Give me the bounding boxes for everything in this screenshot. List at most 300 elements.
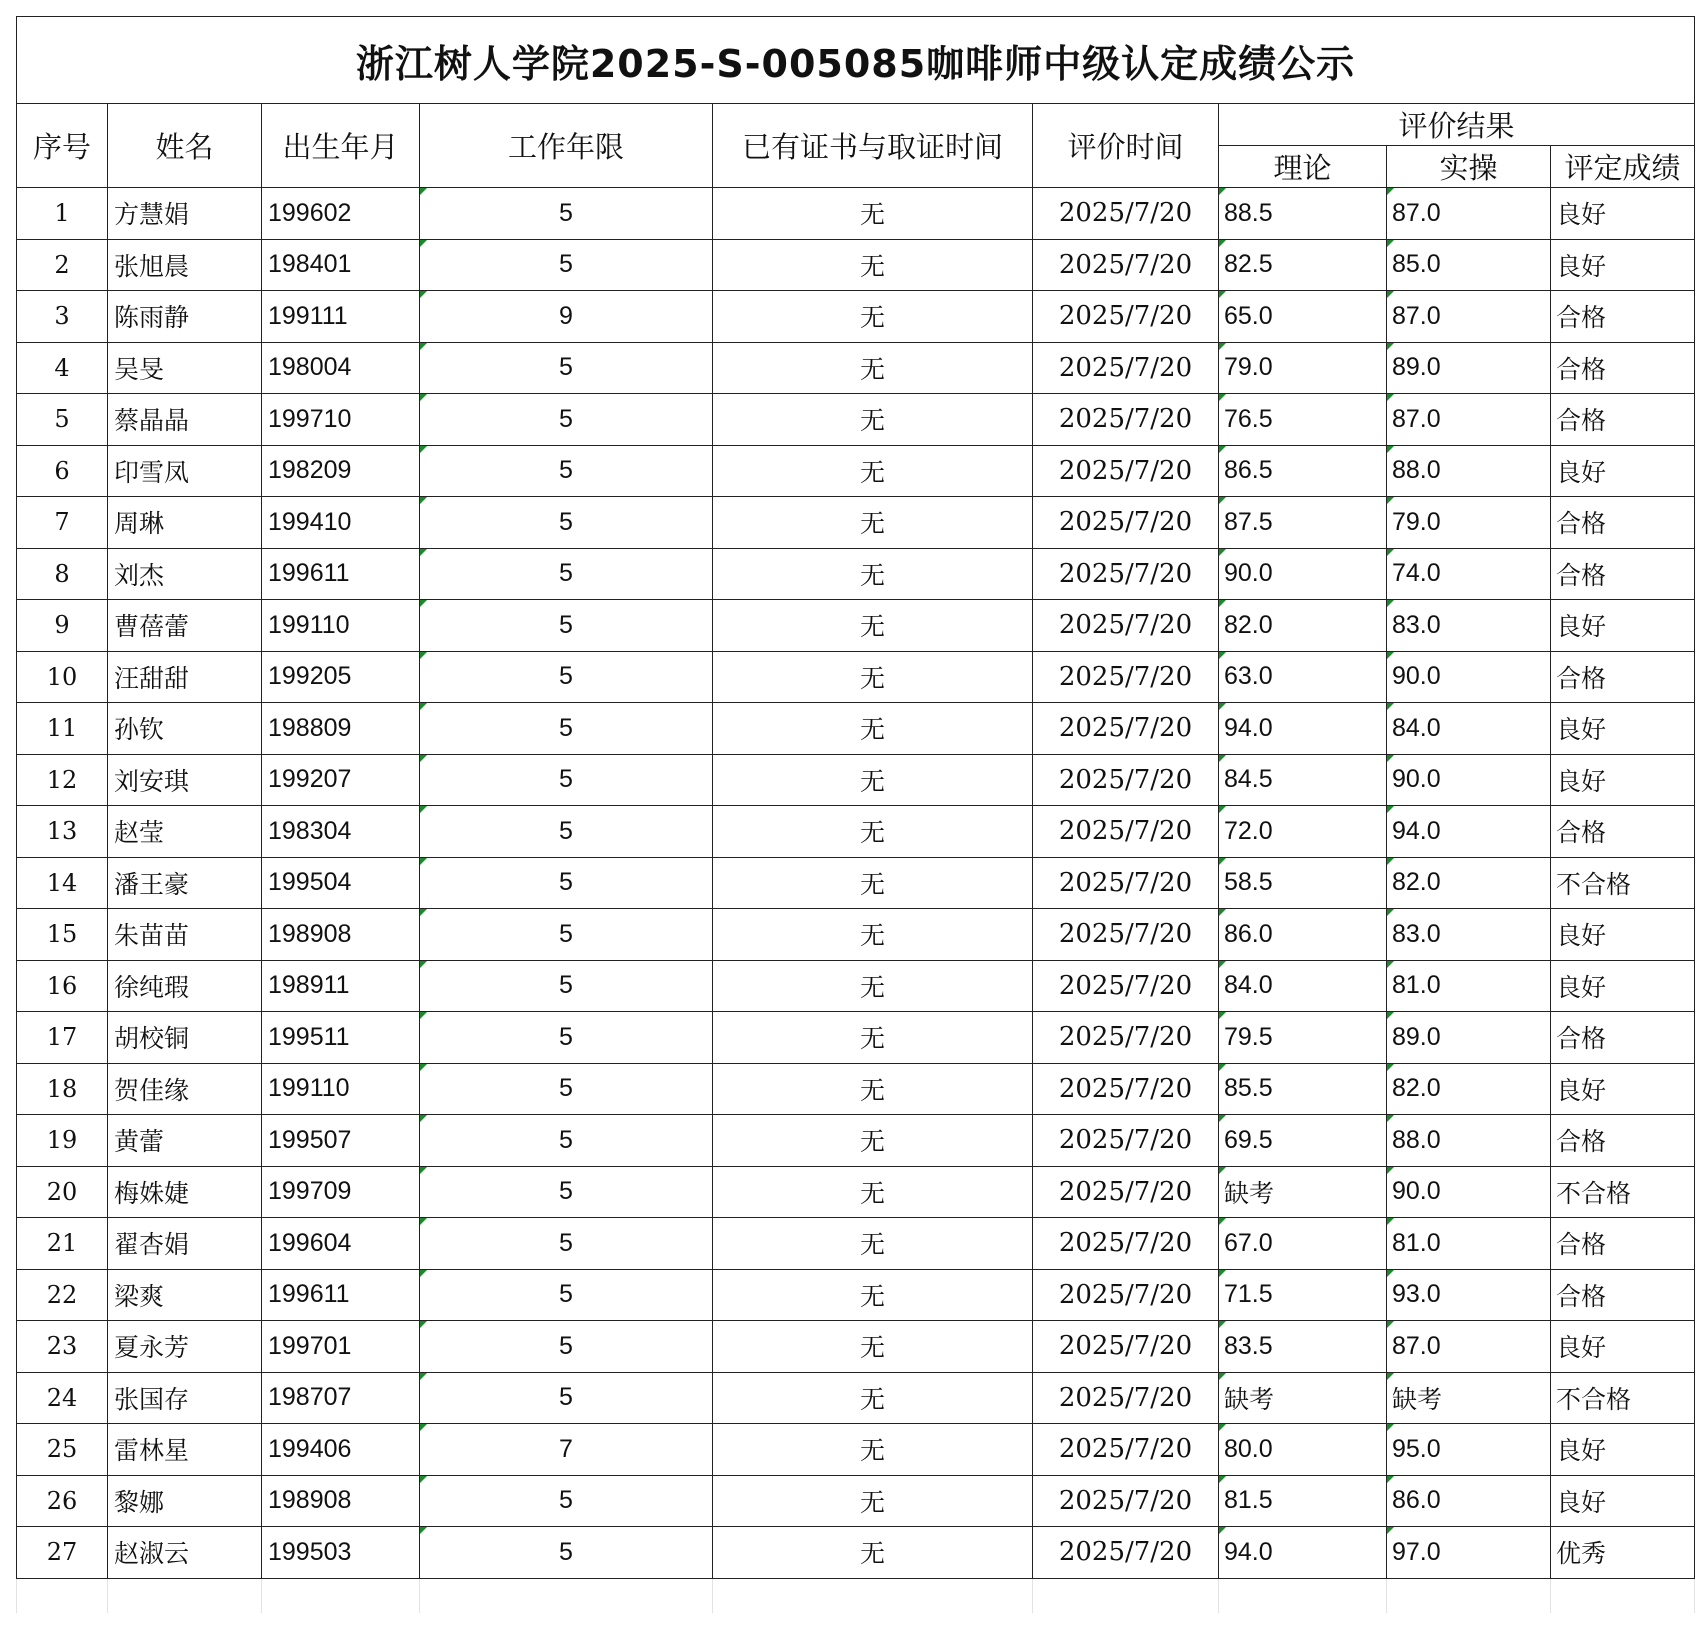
cell-years[interactable] [420,188,713,240]
empty-cell[interactable] [713,1578,1033,1613]
cell-theory[interactable] [1219,1269,1387,1321]
cell-grade[interactable] [1551,1063,1695,1115]
cell-index[interactable] [17,239,108,291]
cell-birth[interactable] [262,445,420,497]
cell-eval-date[interactable] [1033,1269,1219,1321]
cell-grade[interactable] [1551,1527,1695,1579]
cell-index[interactable] [17,1063,108,1115]
header-cert[interactable]: 已有证书与取证时间 [713,104,1033,188]
cell-grade[interactable] [1551,394,1695,446]
cell-index[interactable] [17,960,108,1012]
cell-eval-date[interactable] [1033,806,1219,858]
cell-birth[interactable] [262,1321,420,1373]
cell-birth[interactable] [262,1424,420,1476]
cell-practice-text: 82.0 [1392,868,1441,897]
cell-theory[interactable] [1219,342,1387,394]
cell-eval-date[interactable] [1033,239,1219,291]
cell-birth[interactable] [262,394,420,446]
cell-cert[interactable] [713,754,1033,806]
cell-years[interactable] [420,1115,713,1167]
cell-theory[interactable] [1219,394,1387,446]
cell-grade[interactable] [1551,651,1695,703]
cell-theory[interactable] [1219,1012,1387,1064]
cell-index[interactable] [17,857,108,909]
cell-years[interactable] [420,754,713,806]
cell-years[interactable] [420,548,713,600]
cell-cert[interactable] [713,1269,1033,1321]
cell-practice[interactable] [1387,806,1551,858]
cell-name[interactable] [108,239,262,291]
cell-years[interactable] [420,1166,713,1218]
cell-years[interactable] [420,806,713,858]
cell-practice[interactable] [1387,754,1551,806]
empty-cell[interactable] [1219,1578,1387,1613]
empty-cell[interactable] [420,1578,713,1613]
cell-index[interactable] [17,497,108,549]
cell-name[interactable] [108,394,262,446]
cell-years[interactable] [420,857,713,909]
header-practice[interactable]: 实操 [1387,146,1551,188]
cell-practice[interactable] [1387,703,1551,755]
cell-name[interactable] [108,1063,262,1115]
cell-index[interactable] [17,651,108,703]
header-theory[interactable]: 理论 [1219,146,1387,188]
cell-eval-date[interactable] [1033,445,1219,497]
cell-name[interactable] [108,754,262,806]
cell-cert-text: 无 [859,869,885,899]
empty-cell[interactable] [108,1578,262,1613]
cell-theory-text: 83.5 [1224,1331,1273,1360]
cell-eval-date[interactable] [1033,1218,1219,1270]
cell-years[interactable] [420,497,713,549]
cell-index[interactable] [17,1424,108,1476]
cell-index[interactable] [17,1218,108,1270]
cell-birth[interactable] [262,342,420,394]
cell-grade[interactable] [1551,445,1695,497]
cell-cert[interactable] [713,1115,1033,1167]
cell-eval-date-text: 2025/7/20 [1058,1485,1193,1516]
cell-eval-date[interactable] [1033,1166,1219,1218]
cell-years[interactable] [420,342,713,394]
cell-eval-date[interactable] [1033,703,1219,755]
cell-name[interactable] [108,1372,262,1424]
cell-index[interactable] [17,1166,108,1218]
empty-cell[interactable] [17,1578,108,1613]
table-row [17,1269,1695,1321]
cell-grade[interactable] [1551,1321,1695,1373]
cell-name-text: 陈雨静 [114,303,190,333]
cell-index[interactable] [17,754,108,806]
cell-name[interactable] [108,1321,262,1373]
cell-theory[interactable] [1219,754,1387,806]
cell-name-text: 贺佳缘 [114,1075,190,1105]
cell-birth[interactable] [262,857,420,909]
cell-grade[interactable] [1551,1012,1695,1064]
cell-eval-date[interactable] [1033,1063,1219,1115]
cell-eval-date[interactable] [1033,497,1219,549]
cell-eval-date[interactable] [1033,1321,1219,1373]
cell-grade[interactable] [1551,1115,1695,1167]
cell-practice[interactable] [1387,1321,1551,1373]
cell-birth[interactable] [262,960,420,1012]
cell-birth-text: 198908 [268,1486,352,1515]
cell-theory[interactable] [1219,445,1387,497]
cell-practice[interactable] [1387,1475,1551,1527]
cell-error-marker-icon [420,1476,427,1483]
cell-cert[interactable] [713,342,1033,394]
cell-theory[interactable] [1219,1475,1387,1527]
cell-grade[interactable] [1551,1218,1695,1270]
cell-name[interactable] [108,342,262,394]
cell-practice[interactable] [1387,1218,1551,1270]
cell-years[interactable] [420,291,713,343]
cell-practice[interactable] [1387,291,1551,343]
cell-theory[interactable] [1219,239,1387,291]
cell-index[interactable] [17,548,108,600]
cell-birth[interactable] [262,497,420,549]
cell-birth[interactable] [262,1527,420,1579]
cell-name[interactable] [108,1012,262,1064]
cell-name[interactable] [108,703,262,755]
cell-birth[interactable] [262,909,420,961]
cell-birth[interactable] [262,1166,420,1218]
cell-cert[interactable] [713,600,1033,652]
cell-eval-date[interactable] [1033,600,1219,652]
cell-cert[interactable] [713,239,1033,291]
cell-error-marker-icon [420,703,427,710]
table-row [17,703,1695,755]
cell-error-marker-icon [1219,858,1226,865]
cell-theory[interactable] [1219,548,1387,600]
cell-name[interactable] [108,1269,262,1321]
cell-name[interactable] [108,1527,262,1579]
cell-practice[interactable] [1387,651,1551,703]
cell-practice[interactable] [1387,909,1551,961]
cell-years-text: 5 [559,816,573,845]
cell-grade[interactable] [1551,1424,1695,1476]
header-result-group[interactable]: 评价结果 [1219,104,1695,146]
cell-birth[interactable] [262,806,420,858]
cell-birth[interactable] [262,1012,420,1064]
cell-index[interactable] [17,1115,108,1167]
cell-practice[interactable] [1387,497,1551,549]
cell-years[interactable] [420,960,713,1012]
header-index[interactable]: 序号 [17,104,108,188]
cell-cert[interactable] [713,1372,1033,1424]
cell-cert[interactable] [713,445,1033,497]
cell-eval-date-text: 2025/7/20 [1058,249,1193,280]
cell-cert[interactable] [713,960,1033,1012]
cell-grade[interactable] [1551,239,1695,291]
cell-theory[interactable] [1219,1166,1387,1218]
cell-years[interactable] [420,651,713,703]
header-grade[interactable]: 评定成绩 [1551,146,1695,188]
empty-cell[interactable] [1551,1578,1695,1613]
cell-eval-date[interactable] [1033,188,1219,240]
cell-theory[interactable] [1219,1372,1387,1424]
cell-eval-date[interactable] [1033,291,1219,343]
cell-error-marker-icon [420,1527,427,1534]
cell-birth[interactable] [262,1269,420,1321]
cell-grade[interactable] [1551,600,1695,652]
cell-eval-date-text: 2025/7/20 [1058,1073,1193,1104]
cell-cert[interactable] [713,497,1033,549]
cell-index[interactable] [17,1012,108,1064]
cell-birth[interactable] [262,291,420,343]
cell-eval-date[interactable] [1033,548,1219,600]
cell-cert-text: 无 [859,509,885,539]
cell-practice[interactable] [1387,445,1551,497]
cell-theory[interactable] [1219,600,1387,652]
cell-grade[interactable] [1551,342,1695,394]
cell-birth[interactable] [262,1475,420,1527]
cell-eval-date[interactable] [1033,909,1219,961]
cell-years[interactable] [420,1424,713,1476]
cell-years-text: 5 [559,353,573,382]
cell-years[interactable] [420,600,713,652]
table-row [17,754,1695,806]
cell-birth[interactable] [262,651,420,703]
cell-index[interactable] [17,909,108,961]
cell-grade[interactable] [1551,806,1695,858]
cell-years[interactable] [420,394,713,446]
cell-index[interactable] [17,806,108,858]
cell-grade[interactable] [1551,548,1695,600]
cell-cert[interactable] [713,806,1033,858]
cell-name[interactable] [108,1475,262,1527]
cell-theory[interactable] [1219,703,1387,755]
cell-eval-date[interactable] [1033,960,1219,1012]
cell-eval-date[interactable] [1033,394,1219,446]
cell-index[interactable] [17,342,108,394]
cell-name[interactable] [108,1218,262,1270]
cell-cert[interactable] [713,1218,1033,1270]
cell-cert[interactable] [713,703,1033,755]
cell-birth[interactable] [262,1372,420,1424]
cell-years[interactable] [420,1012,713,1064]
cell-name[interactable] [108,1115,262,1167]
cell-practice[interactable] [1387,1063,1551,1115]
cell-birth[interactable] [262,703,420,755]
cell-cert[interactable] [713,1527,1033,1579]
cell-birth[interactable] [262,1115,420,1167]
cell-cert[interactable] [713,857,1033,909]
cell-cert[interactable] [713,1063,1033,1115]
cell-practice[interactable] [1387,188,1551,240]
cell-eval-date[interactable] [1033,1424,1219,1476]
cell-name[interactable] [108,1166,262,1218]
cell-index[interactable] [17,1475,108,1527]
cell-grade[interactable] [1551,1269,1695,1321]
cell-eval-date[interactable] [1033,1372,1219,1424]
cell-grade[interactable] [1551,291,1695,343]
cell-theory[interactable] [1219,1321,1387,1373]
cell-eval-date[interactable] [1033,1115,1219,1167]
cell-years[interactable] [420,1527,713,1579]
cell-name[interactable] [108,600,262,652]
cell-eval-date[interactable] [1033,651,1219,703]
cell-practice[interactable] [1387,239,1551,291]
cell-grade[interactable] [1551,188,1695,240]
cell-grade[interactable] [1551,960,1695,1012]
cell-grade-text: 合格 [1556,1281,1607,1311]
header-years[interactable]: 工作年限 [420,104,713,188]
cell-birth[interactable] [262,600,420,652]
cell-cert[interactable] [713,1321,1033,1373]
cell-cert[interactable] [713,548,1033,600]
cell-practice[interactable] [1387,548,1551,600]
cell-years[interactable] [420,1321,713,1373]
page-title[interactable]: 浙江树人学院2025-S-005085咖啡师中级认定成绩公示 [17,17,1695,104]
cell-cert[interactable] [713,1475,1033,1527]
cell-practice[interactable] [1387,1012,1551,1064]
cell-index[interactable] [17,1269,108,1321]
cell-grade[interactable] [1551,754,1695,806]
cell-name[interactable] [108,188,262,240]
cell-cert[interactable] [713,394,1033,446]
cell-theory[interactable] [1219,1063,1387,1115]
cell-index[interactable] [17,291,108,343]
cell-practice[interactable] [1387,342,1551,394]
cell-birth[interactable] [262,239,420,291]
cell-index-text: 17 [46,1023,78,1052]
cell-grade[interactable] [1551,1372,1695,1424]
cell-practice[interactable] [1387,857,1551,909]
cell-birth-text: 199110 [268,610,350,639]
cell-theory[interactable] [1219,188,1387,240]
cell-theory[interactable] [1219,1115,1387,1167]
cell-cert[interactable] [713,651,1033,703]
cell-birth[interactable] [262,1218,420,1270]
cell-index[interactable] [17,703,108,755]
cell-practice[interactable] [1387,1269,1551,1321]
cell-years[interactable] [420,239,713,291]
cell-practice[interactable] [1387,600,1551,652]
cell-grade[interactable] [1551,1166,1695,1218]
cell-years[interactable] [420,1475,713,1527]
cell-years[interactable] [420,1269,713,1321]
cell-practice[interactable] [1387,394,1551,446]
cell-eval-date[interactable] [1033,1012,1219,1064]
cell-practice-text: 88.0 [1392,1125,1441,1154]
cell-index[interactable] [17,394,108,446]
cell-index[interactable] [17,445,108,497]
cell-eval-date[interactable] [1033,342,1219,394]
cell-eval-date[interactable] [1033,754,1219,806]
cell-index[interactable] [17,1321,108,1373]
cell-name[interactable] [108,806,262,858]
cell-index[interactable] [17,1372,108,1424]
cell-years[interactable] [420,703,713,755]
cell-years[interactable] [420,445,713,497]
cell-grade[interactable] [1551,909,1695,961]
cell-theory-text: 88.5 [1224,198,1273,227]
cell-birth[interactable] [262,754,420,806]
cell-theory[interactable] [1219,960,1387,1012]
header-eval-time[interactable]: 评价时间 [1033,104,1219,188]
cell-years[interactable] [420,1372,713,1424]
cell-name-text: 赵莹 [114,818,165,848]
cell-error-marker-icon [420,1167,427,1174]
cell-years[interactable] [420,1063,713,1115]
cell-cert[interactable] [713,1424,1033,1476]
cell-theory[interactable] [1219,806,1387,858]
cell-theory[interactable] [1219,1218,1387,1270]
empty-cell[interactable] [262,1578,420,1613]
cell-theory[interactable] [1219,651,1387,703]
cell-theory[interactable] [1219,1424,1387,1476]
cell-error-marker-icon [1219,1424,1226,1431]
cell-grade[interactable] [1551,1475,1695,1527]
cell-grade[interactable] [1551,497,1695,549]
cell-theory[interactable] [1219,291,1387,343]
cell-index-text: 16 [46,971,78,1000]
cell-error-marker-icon [1219,1373,1226,1380]
cell-eval-date[interactable] [1033,857,1219,909]
empty-cell[interactable] [1033,1578,1219,1613]
cell-grade[interactable] [1551,857,1695,909]
cell-practice[interactable] [1387,1372,1551,1424]
cell-birth[interactable] [262,188,420,240]
cell-name[interactable] [108,445,262,497]
cell-theory[interactable] [1219,497,1387,549]
cell-practice[interactable] [1387,1166,1551,1218]
cell-theory-text: 86.5 [1224,456,1273,485]
cell-index[interactable] [17,188,108,240]
cell-name[interactable] [108,651,262,703]
cell-name[interactable] [108,548,262,600]
cell-name[interactable] [108,857,262,909]
cell-years-text: 5 [559,1177,573,1206]
cell-error-marker-icon [1219,1476,1226,1483]
cell-index[interactable] [17,600,108,652]
cell-index[interactable] [17,1527,108,1579]
cell-name-text: 刘安琪 [114,766,190,796]
cell-practice[interactable] [1387,1424,1551,1476]
cell-cert[interactable] [713,188,1033,240]
cell-theory[interactable] [1219,909,1387,961]
cell-eval-date-text: 2025/7/20 [1058,970,1193,1001]
cell-cert[interactable] [713,291,1033,343]
cell-cert[interactable] [713,1166,1033,1218]
cell-name[interactable] [108,1424,262,1476]
cell-error-marker-icon [1219,240,1226,247]
cell-eval-date[interactable] [1033,1475,1219,1527]
cell-name[interactable] [108,291,262,343]
cell-name[interactable] [108,497,262,549]
cell-practice[interactable] [1387,1115,1551,1167]
header-birth[interactable]: 出生年月 [262,104,420,188]
cell-practice-text: 87.0 [1392,198,1441,227]
cell-years[interactable] [420,1218,713,1270]
cell-name[interactable] [108,909,262,961]
cell-name[interactable] [108,960,262,1012]
cell-practice[interactable] [1387,960,1551,1012]
cell-grade[interactable] [1551,703,1695,755]
cell-theory[interactable] [1219,1527,1387,1579]
header-name[interactable]: 姓名 [108,104,262,188]
cell-cert[interactable] [713,1012,1033,1064]
empty-cell[interactable] [1387,1578,1551,1613]
cell-practice[interactable] [1387,1527,1551,1579]
cell-theory[interactable] [1219,857,1387,909]
cell-birth[interactable] [262,1063,420,1115]
cell-cert[interactable] [713,909,1033,961]
cell-years[interactable] [420,909,713,961]
cell-eval-date[interactable] [1033,1527,1219,1579]
cell-birth-text: 199602 [268,198,352,227]
cell-birth[interactable] [262,548,420,600]
